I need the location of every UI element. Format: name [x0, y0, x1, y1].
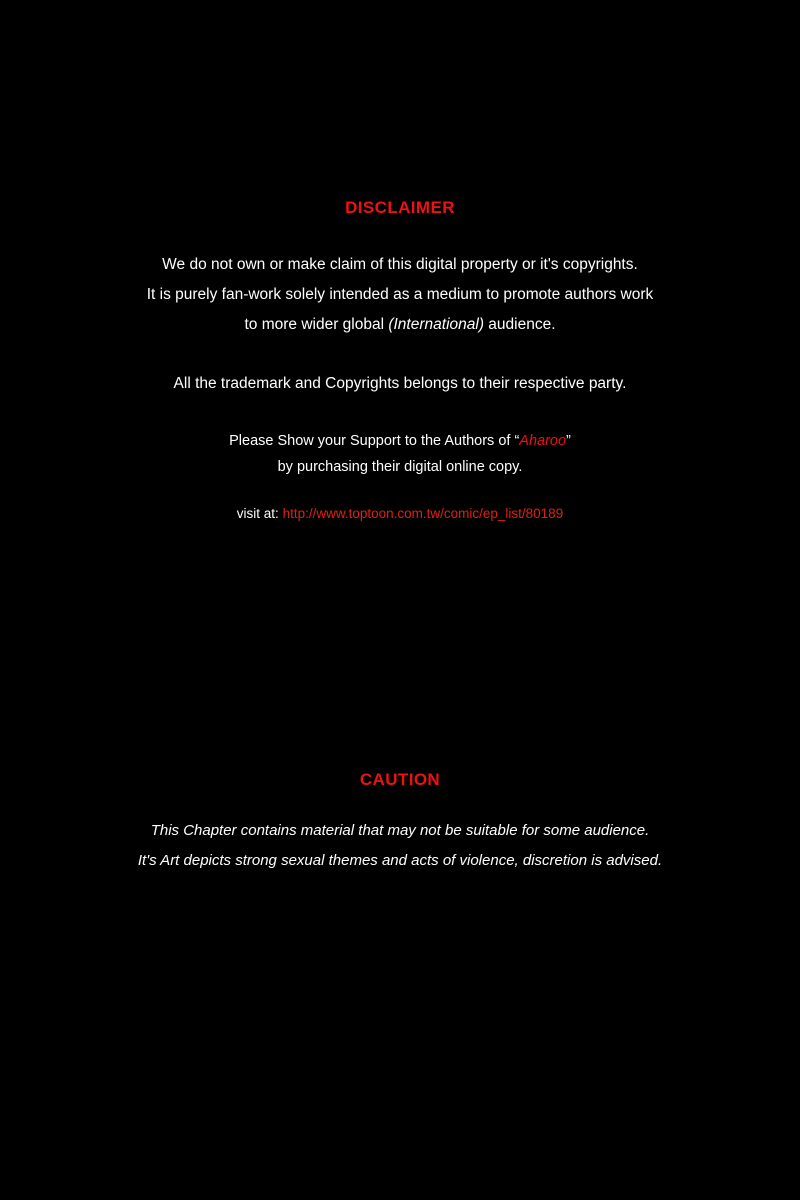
visit-row	[0, 506, 800, 521]
disclaimer-line-2b: to more wider global	[244, 316, 389, 333]
disclaimer-paragraph-support	[0, 428, 800, 480]
support-line-2: by purchasing their digital online copy.	[277, 459, 523, 475]
caution-section	[0, 770, 800, 876]
source-link[interactable]: http://www.toptoon.com.tw/comic/ep_list/80189	[282, 506, 564, 521]
caution-line-1: This Chapter contains material that may not be suitable for some audience.	[150, 822, 650, 839]
disclaimer-line-2a: It is purely fan-work solely intended as a medium to promote authors work	[146, 286, 654, 303]
caution-line-2: It's Art depicts strong sexual themes and acts of violence, discretion is advised.	[137, 852, 663, 869]
disclaimer-paragraph-trademark	[0, 369, 800, 399]
disclaimer-line-2c: audience.	[483, 316, 556, 333]
disclaimer-line-3: All the trademark and Copyrights belongs to their respective party.	[173, 375, 627, 392]
support-prefix-text: Please Show your Support to the Authors of “	[229, 433, 520, 449]
disclaimer-line-1: We do not own or make claim of this digital property or it's copyrights.	[162, 256, 638, 273]
disclaimer-section	[0, 198, 800, 535]
disclaimer-international-note: (International)	[388, 316, 484, 333]
support-title-text: Aharoo	[519, 433, 567, 449]
support-suffix-text: ”	[566, 433, 571, 449]
disclaimer-paragraph-ownership	[0, 250, 800, 340]
caution-heading: CAUTION	[359, 770, 441, 789]
visit-label: visit at:	[236, 506, 279, 521]
disclaimer-heading: DISCLAIMER	[345, 198, 455, 217]
